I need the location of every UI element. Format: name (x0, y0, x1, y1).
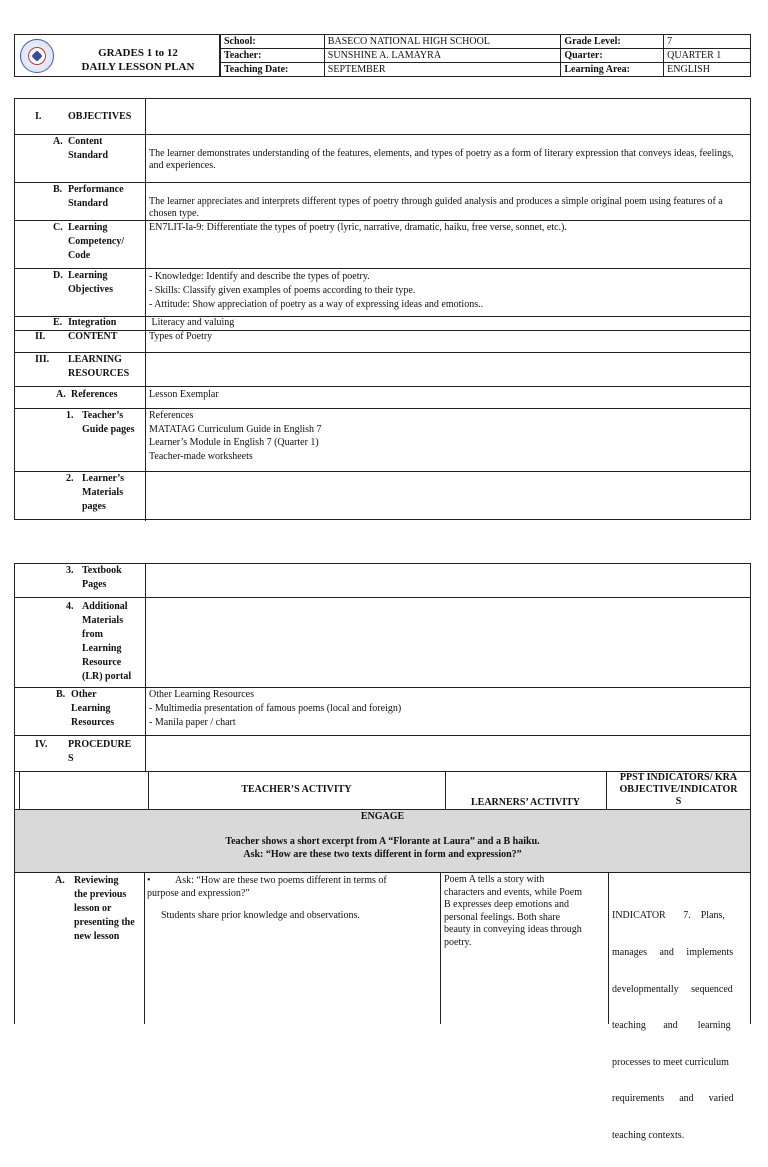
other-resources-line-3: - Manila paper / chart (149, 717, 236, 728)
performance-standard-text: The learner appreciates and interprets different types of poetry through guided analysis and produces a simple original poem using features of a chosen type. (149, 196, 723, 219)
content-standard-label-cell (15, 135, 146, 182)
performance-standard-label-2: Standard (68, 198, 109, 209)
additional-materials-label-2: Materials (82, 615, 124, 626)
teacher-value: SUNSHINE A. LAMAYRA (324, 49, 561, 63)
learning-competency-text: EN7LIT-Ia-9: Differentiate the types of poetry (lyric, narrative, dramatic, haiku, free verse, sonnet, etc.). (149, 222, 567, 233)
teachers-guide-num: 1. (66, 410, 74, 421)
row-content-standard (15, 134, 750, 182)
school-label: School: (221, 35, 325, 49)
indicator-line-4: teaching and learning (612, 1020, 731, 1032)
row-objectives-heading (15, 99, 750, 134)
step-a-teacher-line-2: purpose and expression?” (147, 888, 250, 899)
engage-line-2: Ask: “How are these two texts different in form and expression?” (243, 849, 522, 860)
content-standard-label-1: Content (68, 136, 103, 147)
teachers-guide-line-2: MATATAG Curriculum Guide in English 7 (149, 423, 322, 435)
learning-objectives-list (146, 270, 750, 312)
references-text: Lesson Exemplar (149, 389, 219, 400)
header-row-date (221, 63, 751, 77)
other-resources-label-1: Other (71, 689, 97, 700)
row-procedures-heading (15, 735, 750, 772)
row-learning-objectives (15, 268, 750, 316)
performance-standard-label-cell (15, 183, 146, 220)
procedures-table (14, 771, 751, 1142)
row-integration (15, 316, 750, 330)
learning-objectives-label-2: Objectives (68, 284, 113, 295)
header-row-teacher (221, 49, 751, 63)
learning-competency-label-cell (15, 221, 146, 268)
bullet-icon: • (147, 875, 151, 886)
teachers-guide-list (146, 409, 750, 463)
learners-materials-label-3: pages (82, 501, 106, 512)
learners-materials-label-1: Learner’s (82, 473, 125, 484)
integration-label-cell (15, 317, 146, 330)
performance-standard-label-1: Performance (68, 184, 124, 195)
other-resources-list (146, 688, 750, 730)
step-a-ppst-indicator (612, 886, 748, 1167)
performance-standard-letter: B. (53, 184, 63, 195)
seal-emblem (28, 47, 46, 65)
additional-materials-num: 4. (66, 601, 74, 612)
other-resources-letter: B. (56, 689, 66, 700)
step-a-learner-line-1: Poem A tells a story with (444, 874, 545, 885)
step-col-line-2 (440, 872, 441, 1024)
other-resources-line-2: - Multimedia presentation of famous poems (local and foreign) (149, 703, 402, 714)
objectives-heading: OBJECTIVES (68, 111, 132, 122)
learning-objective-skills: - Skills: Classify given examples of poems according to their type. (149, 285, 416, 296)
additional-materials-label-4: Learning (82, 643, 122, 654)
references-letter: A. (56, 389, 66, 400)
header-row-school (221, 35, 751, 49)
learners-materials-label-2: Materials (82, 487, 124, 498)
school-value: BASECO NATIONAL HIGH SCHOOL (324, 35, 561, 49)
other-resources-label-cell (15, 688, 146, 735)
learners-activity-header: LEARNERS’ ACTIVITY (470, 797, 580, 808)
proc-left-double-border (19, 771, 20, 809)
row-content (15, 330, 750, 352)
row-learning-competency (15, 220, 750, 268)
teachers-guide-label-cell (15, 409, 146, 471)
teachers-guide-label-2: Guide pages (82, 424, 135, 435)
step-a-learner-line-6: poetry. (444, 936, 472, 948)
textbook-label-2: Pages (82, 579, 107, 590)
step-a-learner-line-2: characters and events, while Poem (444, 886, 583, 898)
learning-objective-attitude: - Attitude: Show appreciation of poetry as a way of expressing ideas and emotions.. (149, 299, 484, 310)
engage-bottom-border (14, 872, 751, 873)
resources-procedures-table (14, 563, 751, 773)
deped-seal-logo (20, 39, 54, 73)
step-a-learner-activity (444, 874, 606, 950)
content-heading: CONTENT (68, 331, 118, 342)
other-resources-line-1: Other Learning Resources (149, 689, 254, 700)
indicator-line-1: INDICATOR 7. Plans, (612, 910, 725, 922)
learning-area-value: ENGLISH (664, 63, 751, 77)
step-a-label-2: the previous (74, 889, 127, 900)
ppst-indicators-header (606, 772, 751, 808)
textbook-label-cell (15, 564, 146, 597)
learning-objectives-label-cell (15, 269, 146, 316)
engage-line-1: Teacher shows a short excerpt from A “Florante at Laura” and a B haiku. (225, 836, 540, 847)
row-references (15, 386, 750, 408)
engage-title: ENGAGE (360, 811, 405, 822)
ppst-header-line-1: PPST INDICATORS/ KRA (619, 772, 738, 783)
objectives-resources-table (14, 98, 751, 520)
content-standard-text: The learner demonstrates understanding of the features, elements, and types of poetry as a form of literary expression that conveys ideas, feelings, and experiences. (149, 148, 734, 171)
step-a-label-3: lesson or (74, 903, 112, 914)
indicator-line-5: processes to meet curriculum (612, 1056, 729, 1068)
additional-materials-label-6: (LR) portal (82, 671, 132, 682)
plan-title-dlp: DAILY LESSON PLAN (81, 61, 195, 73)
additional-materials-label-5: Resource (82, 657, 122, 668)
textbook-num: 3. (66, 565, 74, 576)
learners-materials-label-cell (15, 472, 146, 521)
content-standard-label-2: Standard (68, 150, 109, 161)
step-a-teacher-activity (147, 874, 437, 922)
indicator-line-7: teaching contexts. (612, 1130, 685, 1142)
step-a-label-cell (14, 874, 144, 954)
learning-objectives-letter: D. (53, 270, 63, 281)
content-text: Types of Poetry (149, 331, 213, 342)
references-label-cell (15, 387, 146, 408)
procedures-heading-2: S (68, 753, 74, 764)
learning-competency-label-2: Competency/ (68, 236, 125, 247)
teacher-label: Teacher: (221, 49, 325, 63)
content-standard-letter: A. (53, 136, 63, 147)
learning-resources-label-cell (15, 353, 146, 386)
seal-core-shape (31, 50, 42, 61)
step-a-learner-line-5: beauty in conveying ideas through (444, 924, 582, 936)
references-label: References (71, 389, 118, 400)
row-additional-materials (15, 597, 750, 687)
learners-materials-num: 2. (66, 473, 74, 484)
step-a-teacher-line-3: Students share prior knowledge and observations. (161, 910, 360, 921)
step-a-teacher-line-1 (147, 874, 437, 887)
other-resources-label-2: Learning (71, 703, 111, 714)
additional-materials-label-1: Additional (82, 601, 128, 612)
content-num: II. (35, 331, 46, 342)
step-a-label-1: Reviewing (74, 875, 119, 886)
procedures-heading-1: PROCEDURE (68, 739, 132, 750)
learning-area-label: Learning Area: (561, 63, 664, 77)
indicator-line-3: developmentally sequenced (612, 983, 733, 995)
teachers-guide-line-3: Learner’s Module in English 7 (Quarter 1) (149, 437, 319, 448)
learning-competency-label-1: Learning (68, 222, 108, 233)
step-a-learner-line-4: personal feelings. Both share (444, 911, 561, 923)
indicator-line-2: manages and implements (612, 947, 734, 959)
header-title-cell (14, 34, 220, 77)
objectives-heading-cell (15, 99, 146, 134)
step-a-label-5: new lesson (74, 931, 120, 942)
integration-text: Literacy and valuing (149, 317, 235, 328)
row-learning-resources (15, 352, 750, 386)
row-learners-materials (15, 471, 750, 521)
teaching-date-label: Teaching Date: (221, 63, 325, 77)
learning-objective-knowledge: - Knowledge: Identify and describe the types of poetry. (149, 271, 370, 282)
step-a-label-4: presenting the (74, 917, 135, 928)
row-performance-standard (15, 182, 750, 220)
header-info-table (220, 34, 751, 77)
teachers-guide-line-1: References (149, 410, 194, 421)
teacher-activity-header: TEACHER’S ACTIVITY (241, 784, 352, 795)
ppst-header-line-3: S (675, 796, 682, 807)
grade-level-value: 7 (664, 35, 751, 49)
learning-competency-label-3: Code (68, 250, 91, 261)
step-a-teacher-text-1: Ask: “How are these two poems different in terms of (175, 875, 387, 886)
lesson-plan-header (14, 34, 751, 77)
step-a-learner-line-3: B expresses deep emotions and (444, 899, 569, 911)
quarter-label: Quarter: (561, 49, 664, 63)
learning-resources-num: III. (35, 354, 50, 365)
plan-title (55, 46, 221, 74)
teachers-guide-label-1: Teacher’s (82, 410, 124, 421)
learning-objectives-label-1: Learning (68, 270, 108, 281)
textbook-label-1: Textbook (82, 565, 122, 576)
additional-materials-label-3: from (82, 629, 103, 640)
learning-resources-heading-2: RESOURCES (68, 368, 130, 379)
other-resources-label-3: Resources (71, 717, 115, 728)
step-col-line-3 (608, 872, 609, 1024)
teachers-guide-line-4: Teacher-made worksheets (149, 450, 253, 462)
row-other-resources (15, 687, 750, 735)
procedures-label-cell (15, 736, 146, 772)
indicator-line-6: requirements and varied (612, 1093, 734, 1105)
quarter-value: QUARTER 1 (664, 49, 751, 63)
row-teachers-guide (15, 408, 750, 471)
ppst-header-line-2: OBJECTIVE/INDICATOR (619, 784, 738, 795)
plan-title-grades: GRADES 1 to 12 (98, 47, 178, 59)
grade-level-label: Grade Level: (561, 35, 664, 49)
additional-materials-label-cell (15, 598, 146, 687)
row-textbook (15, 564, 750, 597)
step-a-letter: A. (55, 875, 65, 886)
learning-competency-letter: C. (53, 222, 63, 233)
procedures-num: IV. (35, 739, 48, 750)
step-col-line-1 (144, 872, 145, 1024)
content-label-cell (15, 331, 146, 352)
objectives-num: I. (35, 111, 42, 122)
learning-resources-heading-1: LEARNING (68, 354, 122, 365)
integration-label: Integration (68, 317, 117, 328)
teaching-date-value: SEPTEMBER (324, 63, 561, 77)
integration-letter: E. (53, 317, 63, 328)
